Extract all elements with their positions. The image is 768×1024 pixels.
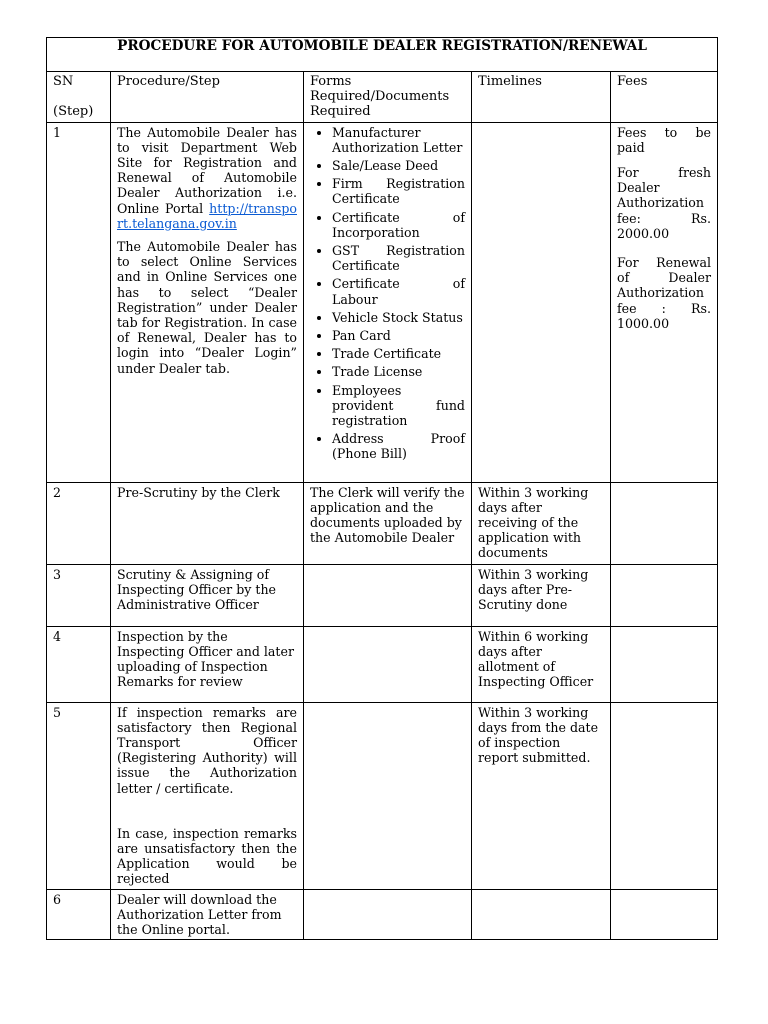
list-item: • Sale/Lease Deed	[332, 158, 465, 173]
fees-cell	[611, 564, 718, 626]
step-number: 2	[47, 482, 111, 564]
fees-cell	[611, 122, 718, 482]
fees-renewal: For Renewal of Dealer Authorization fee : Rs. 1000.00	[617, 255, 711, 331]
list-item: • Firm Registration Certificate	[332, 176, 465, 206]
table-row	[47, 482, 718, 564]
forms-cell: The Clerk will verify the application and the documents uploaded by the Automobile Dealer	[304, 482, 472, 564]
header-fees: Fees	[611, 72, 718, 123]
forms-cell	[304, 889, 472, 940]
table-row	[47, 702, 718, 889]
timeline-cell: Within 6 working days after allotment of Inspecting Officer	[472, 626, 611, 702]
header-procedure: Procedure/Step	[111, 72, 304, 123]
header-step-label: (Step)	[53, 104, 94, 120]
procedure-paragraph-2: The Automobile Dealer has to select Online Services and in Online Services one has to select “Dealer Registration” under Dealer tab for Registration. In case of Renewal, Dealer has to login into “Dealer Login” under Dealer tab.	[117, 239, 297, 376]
procedure-cell: Dealer will download the Authorization Letter from the Online portal.	[111, 889, 304, 940]
header-row	[47, 72, 718, 123]
timeline-cell: Within 3 working days after Pre-Scrutiny done	[472, 564, 611, 626]
fees-cell	[611, 702, 718, 889]
table-row	[47, 889, 718, 940]
fees-fresh: For fresh Dealer Authorization fee: Rs. 2000.00	[617, 165, 711, 241]
timeline-cell: Within 3 working days after receiving of the application with documents	[472, 482, 611, 564]
timeline-cell: Within 3 working days from the date of inspection report submitted.	[472, 702, 611, 889]
table-row	[47, 564, 718, 626]
fees-cell	[611, 889, 718, 940]
procedure-cell: Inspection by the Inspecting Officer and later uploading of Inspection Remarks for review	[111, 626, 304, 702]
title-row	[47, 38, 718, 72]
forms-cell	[304, 702, 472, 889]
procedure-cell	[111, 702, 304, 889]
step-number: 5	[47, 702, 111, 889]
list-item: • GST Registration Certificate	[332, 243, 465, 273]
forms-cell	[304, 626, 472, 702]
list-item: • Trade Certificate	[332, 346, 465, 361]
timeline-cell	[472, 122, 611, 482]
table-row	[47, 122, 718, 482]
list-item: • Trade License	[332, 364, 465, 379]
list-item: • Certificate of Labour	[332, 276, 465, 306]
forms-cell	[304, 564, 472, 626]
step-number: 6	[47, 889, 111, 940]
procedure-paragraph: If inspection remarks are satisfactory then Regional Transport Officer (Registering Authority) will issue the Authorization letter / certificate.	[117, 704, 297, 796]
list-item: • Address Proof (Phone Bill)	[332, 431, 465, 461]
procedure-table	[46, 37, 718, 940]
header-sn	[47, 72, 111, 123]
timeline-cell	[472, 889, 611, 940]
fees-intro: Fees to be paid	[617, 124, 711, 155]
procedure-text: The Automobile Dealer has to visit Department Web Site for Registration and Renewal of Automobile Dealer Authorization i.e. Online Portal	[117, 124, 297, 216]
header-timelines: Timelines	[472, 72, 611, 123]
paragraph-spacer	[117, 796, 297, 826]
portal-link[interactable]: http://transport.telangana.gov.in	[117, 200, 297, 231]
procedure-paragraph	[117, 125, 297, 231]
step-number: 4	[47, 626, 111, 702]
list-item: • Vehicle Stock Status	[332, 310, 465, 325]
list-item: • Employees provident fund registration	[332, 383, 465, 429]
header-forms: Forms Required/Documents Required	[304, 72, 472, 123]
header-sn-label: SN	[53, 74, 74, 89]
table-row	[47, 626, 718, 702]
procedure-cell: Scrutiny & Assigning of Inspecting Officer by the Administrative Officer	[111, 564, 304, 626]
documents-list	[310, 125, 465, 462]
step-number: 3	[47, 564, 111, 626]
document-title: PROCEDURE FOR AUTOMOBILE DEALER REGISTRATION/RENEWAL	[47, 38, 718, 72]
fees-cell	[611, 482, 718, 564]
step-number: 1	[47, 122, 111, 482]
documents-cell	[304, 122, 472, 482]
list-item: • Manufacturer Authorization Letter	[332, 125, 465, 155]
procedure-cell: Pre-Scrutiny by the Clerk	[111, 482, 304, 564]
list-item: • Certificate of Incorporation	[332, 210, 465, 240]
fees-cell	[611, 626, 718, 702]
list-item: • Pan Card	[332, 328, 465, 343]
procedure-paragraph-2: In case, inspection remarks are unsatisfactory then the Application would be rejected	[117, 825, 297, 887]
procedure-cell	[111, 122, 304, 482]
